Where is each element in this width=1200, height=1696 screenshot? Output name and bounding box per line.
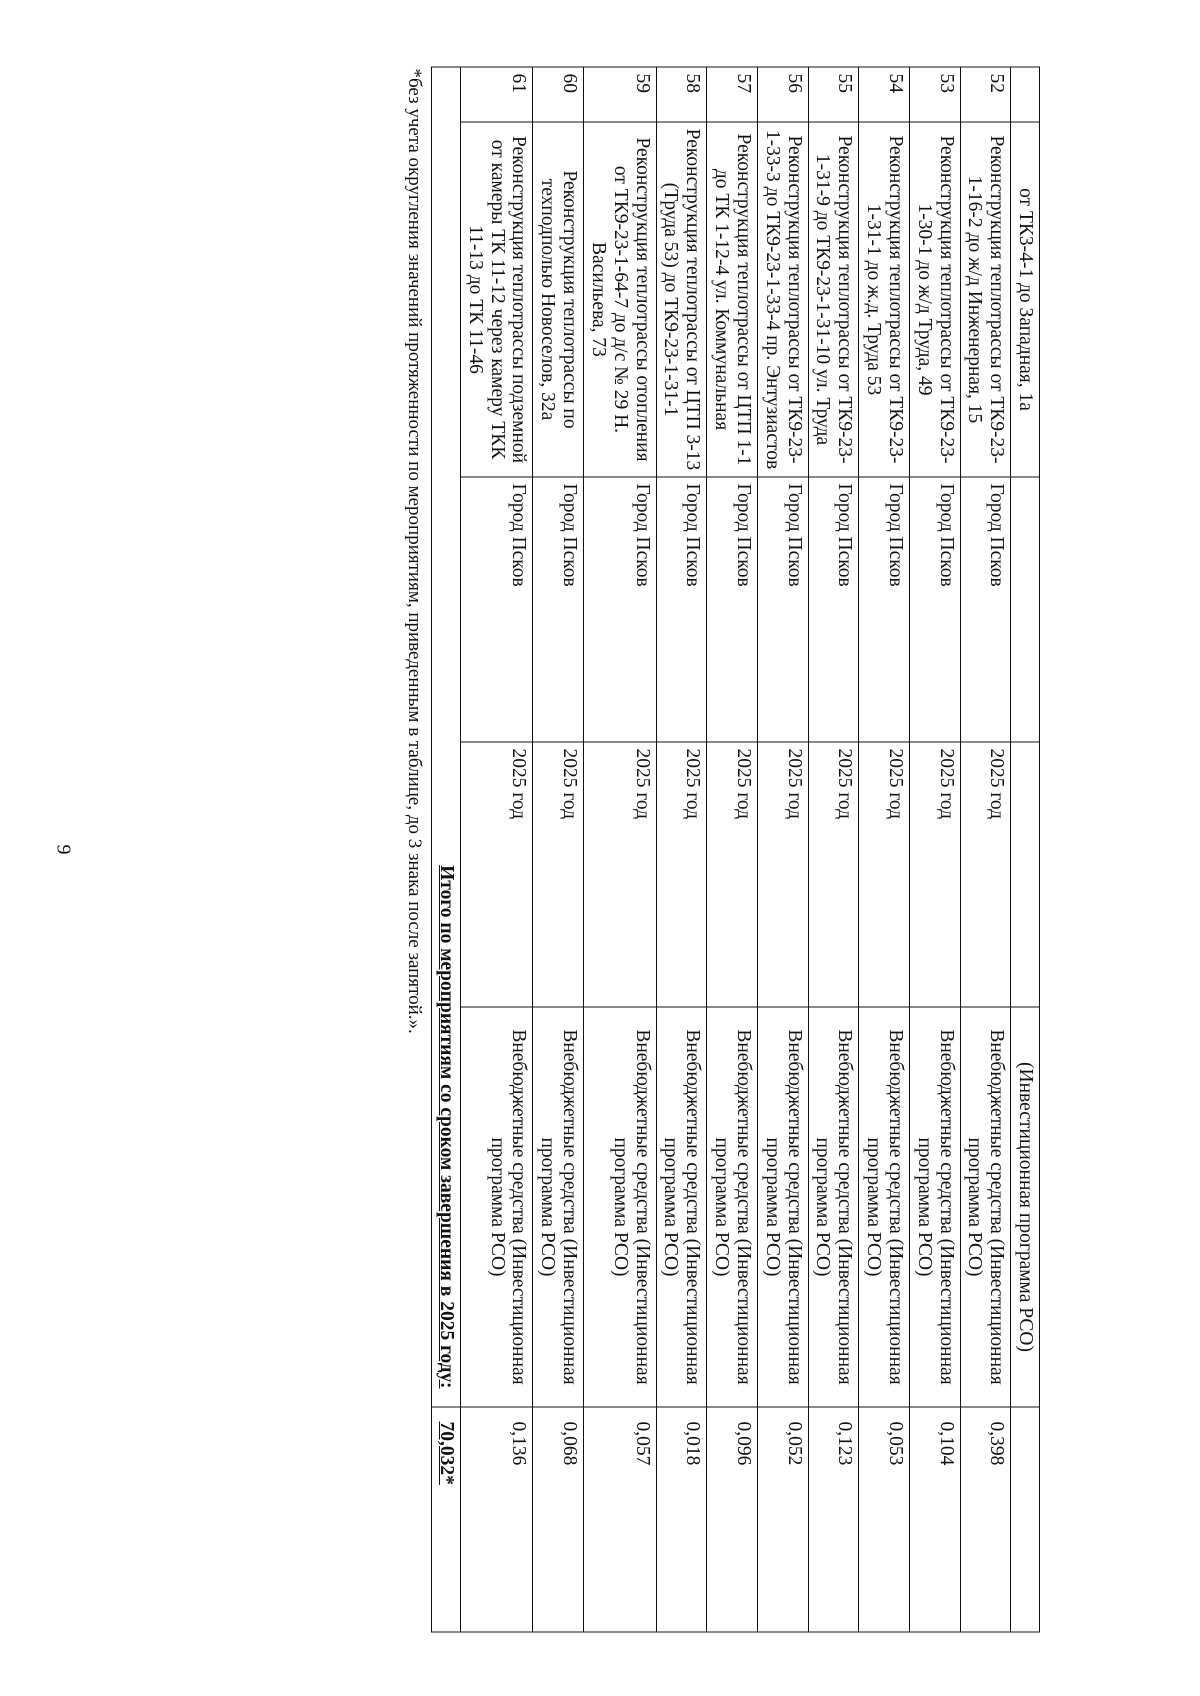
row-number-cell: 53: [909, 67, 960, 122]
place-cell: [1011, 477, 1040, 742]
year-cell: [1011, 742, 1040, 1007]
page-number: 9: [52, 844, 75, 855]
place-cell: Город Псков: [584, 477, 656, 742]
place-cell: Город Псков: [960, 477, 1011, 742]
place-cell: Город Псков: [909, 477, 960, 742]
table-row: [859, 67, 910, 1632]
place-cell: Город Псков: [707, 477, 758, 742]
measure-name-cell: от ТК3-4-1 до Западная, 1а: [1011, 122, 1040, 477]
table-row: [707, 67, 758, 1632]
value-cell: 0,018: [656, 1407, 707, 1632]
table-row: [656, 67, 707, 1632]
table-row: [533, 67, 584, 1632]
value-cell: 0,068: [533, 1407, 584, 1632]
year-cell: 2025 год: [757, 742, 808, 1007]
funding-cell: Внебюджетные средства (Инвестиционная программа РСО): [960, 1007, 1011, 1407]
row-number-cell: 54: [859, 67, 910, 122]
place-cell: Город Псков: [460, 477, 532, 742]
place-cell: Город Псков: [533, 477, 584, 742]
measure-name-cell: Реконструкция теплотрассы от ТК9-23-1-30-1 до ж/д Труда, 49: [909, 122, 960, 477]
value-cell: 0,052: [757, 1407, 808, 1632]
measure-name-cell: Реконструкция теплотрассы от ТК9-23-1-31-1 до ж.д. Труда 53: [859, 122, 910, 477]
table-row: [909, 67, 960, 1632]
measure-name-cell: Реконструкция теплотрассы от ЦТП 3-13 (Труда 53) до ТК9-23-1-31-1: [656, 122, 707, 477]
funding-cell: Внебюджетные средства (Инвестиционная программа РСО): [707, 1007, 758, 1407]
funding-cell: Внебюджетные средства (Инвестиционная программа РСО): [584, 1007, 656, 1407]
funding-cell: Внебюджетные средства (Инвестиционная программа РСО): [808, 1007, 859, 1407]
measure-name-cell: Реконструкция теплотрассы от ТК9-23-1-31-9 до ТК9-23-1-31-10 ул. Труда: [808, 122, 859, 477]
total-value: 70,032*: [432, 1407, 461, 1632]
funding-cell: Внебюджетные средства (Инвестиционная программа РСО): [656, 1007, 707, 1407]
year-cell: 2025 год: [584, 742, 656, 1007]
funding-cell: Внебюджетные средства (Инвестиционная программа РСО): [460, 1007, 532, 1407]
place-cell: Город Псков: [859, 477, 910, 742]
value-cell: 0,057: [584, 1407, 656, 1632]
place-cell: Город Псков: [656, 477, 707, 742]
measure-name-cell: Реконструкция теплотрассы от ЦТП 1-1 до ТК 1-12-4 ул. Коммунальная: [707, 122, 758, 477]
value-cell: 0,053: [859, 1407, 910, 1632]
year-cell: 2025 год: [909, 742, 960, 1007]
value-cell: 0,104: [909, 1407, 960, 1632]
funding-cell: Внебюджетные средства (Инвестиционная программа РСО): [909, 1007, 960, 1407]
table-row-continued: [1011, 67, 1040, 1632]
footnote: *без учета округления значений протяженности по мероприятиям, приведенным в таблице, до 3 знака после запятой.».: [404, 68, 426, 1034]
funding-cell: Внебюджетные средства (Инвестиционная программа РСО): [533, 1007, 584, 1407]
row-number-cell: [1011, 67, 1040, 122]
total-row: [432, 67, 461, 1632]
rotated-table-sheet: [160, 67, 1040, 1632]
table-row: [808, 67, 859, 1632]
funding-cell: Внебюджетные средства (Инвестиционная программа РСО): [859, 1007, 910, 1407]
year-cell: 2025 год: [707, 742, 758, 1007]
table-body: [460, 67, 1039, 1632]
year-cell: 2025 год: [859, 742, 910, 1007]
table-row: [757, 67, 808, 1632]
place-cell: Город Псков: [808, 477, 859, 742]
measure-name-cell: Реконструкция теплотрассы от ТК9-23-1-16-2 до ж/д Инженерная, 15: [960, 122, 1011, 477]
row-number-cell: 57: [707, 67, 758, 122]
table-row: [460, 67, 532, 1632]
year-cell: 2025 год: [808, 742, 859, 1007]
measure-name-cell: Реконструкция теплотрассы подземной от камеры ТК 11-12 через камеру ТКК 11-13 до ТК 11-46: [460, 122, 532, 477]
row-number-cell: 59: [584, 67, 656, 122]
value-cell: [1011, 1407, 1040, 1632]
value-cell: 0,398: [960, 1407, 1011, 1632]
measure-name-cell: Реконструкция теплотрассы по техподполью Новоселов, 32а: [533, 122, 584, 477]
total-label: Итого по мероприятиям со сроком завершения в 2025 году:: [432, 67, 461, 1407]
measure-name-cell: Реконструкция теплотрассы от ТК9-23-1-33-3 до ТК9-23-1-33-4 пр. Энтузиастов: [757, 122, 808, 477]
row-number-cell: 58: [656, 67, 707, 122]
year-cell: 2025 год: [656, 742, 707, 1007]
row-number-cell: 60: [533, 67, 584, 122]
row-number-cell: 56: [757, 67, 808, 122]
row-number-cell: 61: [460, 67, 532, 122]
year-cell: 2025 год: [960, 742, 1011, 1007]
measure-name-cell: Реконструкция теплотрассы отопления от ТК9-23-1-64-7 до д/с № 29 Н. Васильева, 73: [584, 122, 656, 477]
year-cell: 2025 год: [460, 742, 532, 1007]
year-cell: 2025 год: [533, 742, 584, 1007]
value-cell: 0,136: [460, 1407, 532, 1632]
value-cell: 0,096: [707, 1407, 758, 1632]
place-cell: Город Псков: [757, 477, 808, 742]
measures-table: [431, 67, 1040, 1633]
row-number-cell: 52: [960, 67, 1011, 122]
table-row: [960, 67, 1011, 1632]
table-row: [584, 67, 656, 1632]
value-cell: 0,123: [808, 1407, 859, 1632]
funding-cell: Внебюджетные средства (Инвестиционная программа РСО): [757, 1007, 808, 1407]
row-number-cell: 55: [808, 67, 859, 122]
funding-cell: (Инвестиционная программа РСО): [1011, 1007, 1040, 1407]
